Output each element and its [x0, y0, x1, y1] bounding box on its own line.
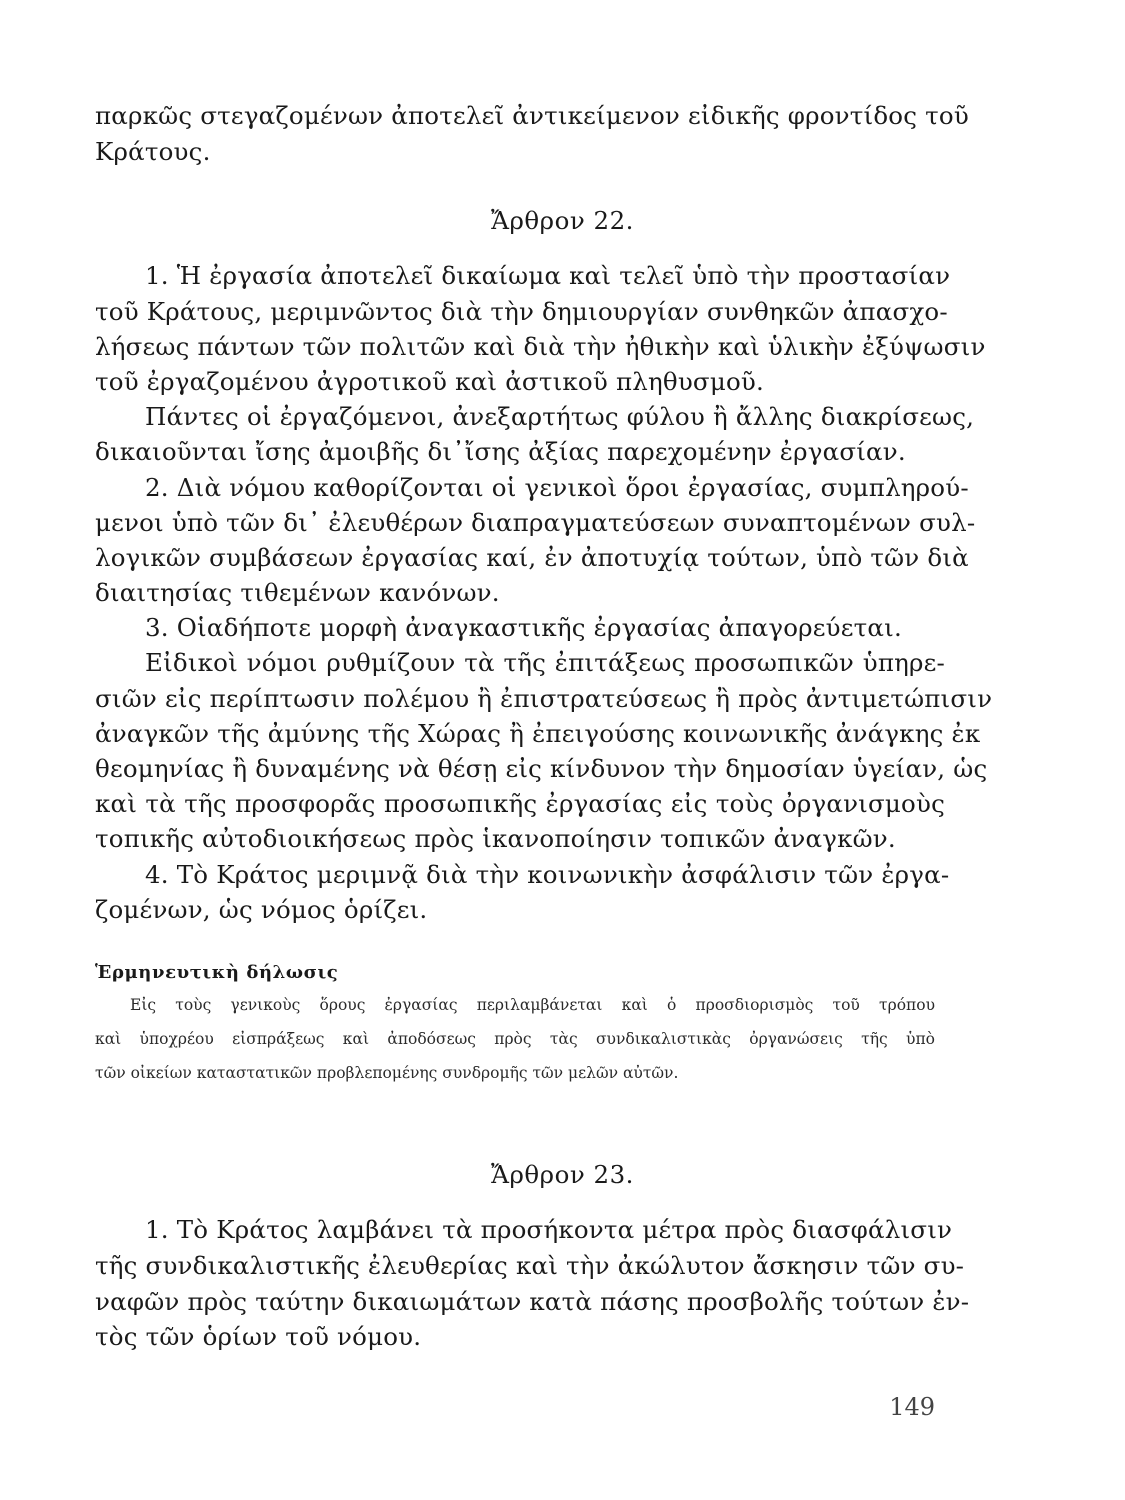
text-line: ἀναγκῶν τῆς ἀμύνης τῆς Χώρας ἢ ἐπειγούσης κοινωνικῆς ἀνάγκης ἐκ — [95, 719, 981, 748]
text-line: 4. Τὸ Κράτος μεριμνᾷ διὰ τὴν κοινωνικὴν ἀσφάλισιν τῶν ἐργα- — [145, 860, 950, 889]
text-line: θεομηνίας ἢ δυναμένης νὰ θέσῃ εἰς κίνδυνον τὴν δημοσίαν ὑγείαν, ὡς — [95, 754, 988, 783]
text-line: τοπικῆς αὐτοδιοικήσεως πρὸς ἱκανοποίησιν τοπικῶν ἀναγκῶν. — [95, 824, 896, 853]
text-line: σιῶν εἰς περίπτωσιν πολέμου ἢ ἐπιστρατεύσεως ἢ πρὸς ἀντιμετώπισιν — [95, 684, 993, 713]
text-line: δικαιοῦνται ἴσης ἀμοιβῆς δι᾽ἴσης ἀξίας παρεχομένην ἐργασίαν. — [95, 437, 906, 466]
article-22-heading: Ἄρθρον 22. — [491, 206, 634, 235]
text-line: 1. Ἡ ἐργασία ἀποτελεῖ δικαίωμα καὶ τελεῖ ὑπὸ τὴν προστασίαν — [145, 261, 951, 290]
interpretive-note-title: Ἑρμηνευτικὴ δήλωσις — [95, 962, 339, 983]
text-line: Εἰδικοὶ νόμοι ρυθμίζουν τὰ τῆς ἐπιτάξεως προσωπικῶν ὑπηρε- — [145, 648, 945, 677]
text-line: τοῦ Κράτους, μεριμνῶντος διὰ τὴν δημιουργίαν συνθηκῶν ἀπασχο- — [95, 297, 948, 326]
text-line: καὶ τὰ τῆς προσφορᾶς προσωπικῆς ἐργασίας εἰς τοὺς ὀργανισμοὺς — [95, 789, 945, 818]
note-line: καὶ ὑποχρέου εἰσπράξεως καὶ ἀποδόσεως πρὸς τὰς συνδικαλιστικὰς ὀργανώσεις τῆς ὑπὸ — [95, 1030, 935, 1048]
note-line: Εἰς τοὺς γενικοὺς ὅρους ἐργασίας περιλαμβάνεται καὶ ὁ προσδιορισμὸς τοῦ τρόπου — [130, 996, 935, 1014]
page-number: 149 — [889, 1393, 935, 1421]
text-line: ζομένων, ὡς νόμος ὁρίζει. — [95, 895, 428, 924]
text-line: 3. Οἱαδήποτε μορφὴ ἀναγκαστικῆς ἐργασίας ἀπαγορεύεται. — [145, 613, 902, 642]
note-line: τῶν οἰκείων καταστατικῶν προβλεπομένης συνδρομῆς τῶν μελῶν αὐτῶν. — [95, 1064, 679, 1082]
text-line: τῆς συνδικαλιστικῆς ἐλευθερίας καὶ τὴν ἀκώλυτον ἄσκησιν τῶν συ- — [95, 1251, 965, 1280]
text-line: παρκῶς στεγαζομένων ἀποτελεῖ ἀντικείμενον εἰδικῆς φροντίδος τοῦ — [95, 101, 969, 130]
text-line: διαιτησίας τιθεμένων κανόνων. — [95, 578, 500, 607]
text-line: τὸς τῶν ὁρίων τοῦ νόμου. — [95, 1322, 422, 1351]
text-line: 1. Τὸ Κράτος λαμβάνει τὰ προσήκοντα μέτρα πρὸς διασφάλισιν — [145, 1215, 953, 1244]
text-line: 2. Διὰ νόμου καθορίζονται οἱ γενικοὶ ὅροι ἐργασίας, συμπληρού- — [145, 473, 969, 502]
text-line: Πάντες οἱ ἐργαζόμενοι, ἀνεξαρτήτως φύλου ἢ ἄλλης διακρίσεως, — [145, 402, 975, 431]
text-line: λήσεως πάντων τῶν πολιτῶν καὶ διὰ τὴν ἠθικὴν καὶ ὑλικὴν ἐξύψωσιν — [95, 332, 986, 361]
text-line: μενοι ὑπὸ τῶν δι᾽ ἐλευθέρων διαπραγματεύσεων συναπτομένων συλ- — [95, 508, 976, 537]
text-line: ναφῶν πρὸς ταύτην δικαιωμάτων κατὰ πάσης προσβολῆς τούτων ἐν- — [95, 1287, 970, 1316]
article-23-heading: Ἄρθρον 23. — [491, 1160, 634, 1189]
text-line: Κράτους. — [95, 137, 211, 166]
text-line: τοῦ ἐργαζομένου ἀγροτικοῦ καὶ ἀστικοῦ πληθυσμοῦ. — [95, 367, 764, 396]
text-line: λογικῶν συμβάσεων ἐργασίας καί, ἐν ἀποτυχίᾳ τούτων, ὑπὸ τῶν διὰ — [95, 543, 969, 572]
